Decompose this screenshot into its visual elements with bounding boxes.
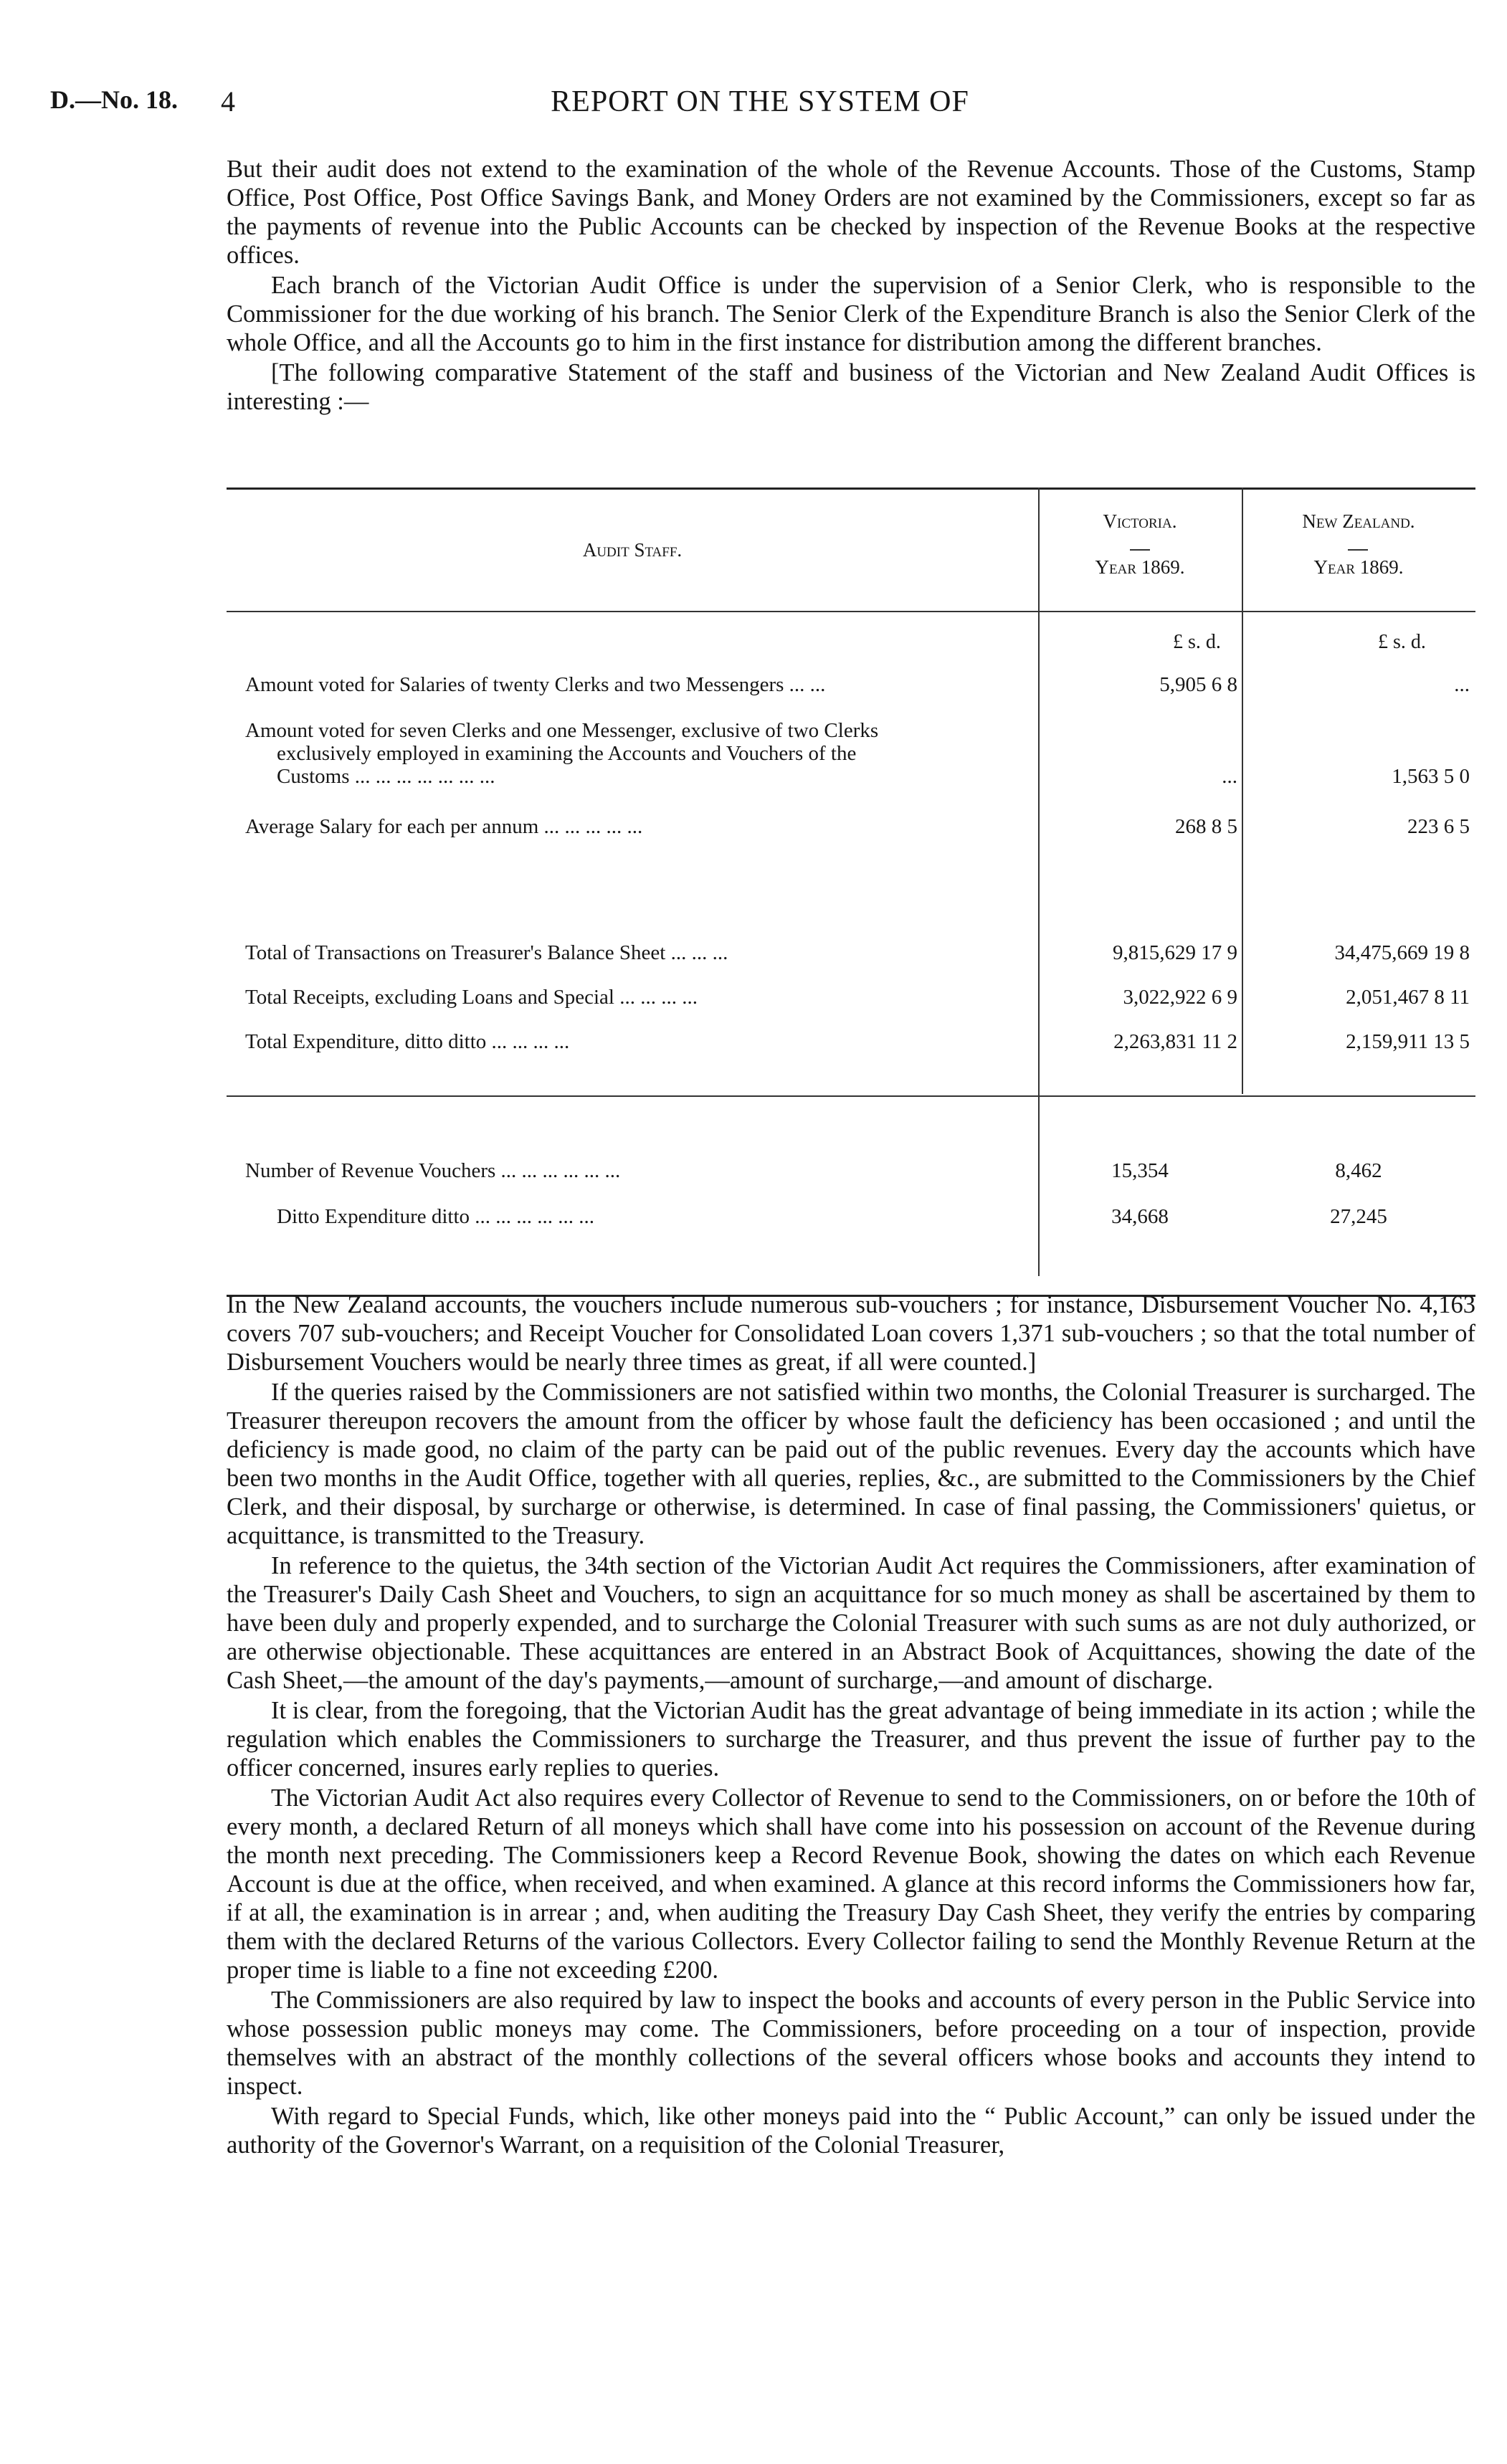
row-label: Total Receipts, excluding Loans and Special ... ... ... ... <box>245 986 698 1009</box>
paragraph: But their audit does not extend to the examination of the whole of the Revenue Accounts. Those of the Customs, Stamp Office, Post Office, Post Office Savings Bank, and Money Orders are not examined by the Commissioners, except so far as the payments of revenue into the Public Accounts can be checked by inspection of the Revenue Books at the respective offices. <box>227 156 1475 269</box>
body-text-top <box>227 155 1475 416</box>
table-section-rule <box>227 1095 1475 1097</box>
victoria-value: 5,905 6 8 <box>1159 673 1237 696</box>
row-label-continued: Customs ... ... ... ... ... ... ... <box>277 765 495 788</box>
victoria-value: 15,354 <box>1111 1159 1169 1182</box>
victoria-value: 268 8 5 <box>1175 815 1237 838</box>
row-label: Number of Revenue Vouchers ... ... ... ... ... ... <box>245 1159 621 1182</box>
new-zealand-value: 1,563 5 0 <box>1392 765 1470 788</box>
paragraph: Each branch of the Victorian Audit Office is under the supervision of a Senior Clerk, who is responsible to the Commissioner for the due working of his branch. The Senior Clerk of the Expenditure Branch is also the Senior Clerk of the whole Office, and all the Accounts go to him in the first instance for distribution among the different branches. <box>227 272 1475 356</box>
victoria-value: 9,815,629 17 9 <box>1113 941 1237 964</box>
row-label: Average Salary for each per annum ... ... ... ... ... <box>245 815 643 838</box>
row-label: Amount voted for Salaries of twenty Clerks and two Messengers ... ... <box>245 673 826 696</box>
unit-label-victoria: £ s. d. <box>1173 631 1221 653</box>
paragraph: The Commissioners are also required by law to inspect the books and accounts of every person in the Public Service into whose possession public moneys may come. The Commissioners, before proceeding on a tour of inspection, provide themselves with an abstract of the monthly collections of the several officers whose books and accounts they intend to inspect. <box>227 1987 1475 2100</box>
body-text-bottom <box>227 1290 1475 2159</box>
row-label: Ditto Expenditure ditto ... ... ... ... ... ... <box>277 1205 595 1228</box>
new-zealand-value: 2,051,467 8 11 <box>1346 986 1470 1009</box>
header-year-victoria: Year 1869. <box>1095 556 1185 578</box>
page-header <box>50 85 1470 128</box>
header-dash <box>1348 549 1368 551</box>
header-victoria: Victoria. <box>1103 510 1177 532</box>
paragraph: If the queries raised by the Commissioners are not satisfied within two months, the Colonial Treasurer is surcharged. The Treasurer thereupon recovers the amount from the officer by whose fault the deficiency has been occasioned ; and until the deficiency is made good, no claim of the party can be paid out of the public revenues. Every day the accounts which have been two months in the Audit Office, together with all queries, replies, &c., are submitted to the Commissioners by the Chief Clerk, and their disposal, by surcharge or otherwise, is determined. In case of final passing, the Commissioners' quietus, or acquittance, is transmitted to the Treasury. <box>227 1379 1475 1549</box>
victoria-value: 2,263,831 11 2 <box>1113 1030 1237 1053</box>
paragraph: It is clear, from the foregoing, that the Victorian Audit has the great advantage of being immediate in its action ; while the regulation which enables the Commissioners to surcharge the Treasurer, and thus prevent the issue of further pay to the officer concerned, insures early replies to queries. <box>227 1697 1475 1782</box>
new-zealand-value: 2,159,911 13 5 <box>1346 1030 1470 1053</box>
paragraph: In reference to the quietus, the 34th section of the Victorian Audit Act requires the Commissioners, after examination of the Treasurer's Daily Cash Sheet and Vouchers, to sign an acquittance for so much money as shall be ascertained by them to have been duly and properly expended, and to surcharge the Colonial Treasurer with such sums as are not duly authorized, or are otherwise objectionable. These acquittances are entered in an Abstract Book of Acquittances, showing the date of the Cash Sheet,—the amount of the day's payments,—amount of surcharge,—and amount of discharge. <box>227 1552 1475 1694</box>
row-label: Amount voted for seven Clerks and one Messenger, exclusive of two Clerks <box>245 719 879 742</box>
paragraph: With regard to Special Funds, which, like other moneys paid into the “ Public Account,” can only be issued under the authority of the Governor's Warrant, on a requisition of the Colonial Treasurer, <box>227 2103 1475 2159</box>
new-zealand-value: 34,475,669 19 8 <box>1334 941 1470 964</box>
header-new-zealand: New Zealand. <box>1302 510 1415 532</box>
row-label: Total Expenditure, ditto ditto ... ... ... ... <box>245 1030 570 1053</box>
new-zealand-value: ... <box>1454 673 1470 696</box>
victoria-value: ... <box>1222 765 1237 788</box>
page-number: 4 <box>221 85 235 118</box>
victoria-value: 3,022,922 6 9 <box>1123 986 1237 1009</box>
new-zealand-value: 27,245 <box>1330 1205 1387 1228</box>
victoria-value: 34,668 <box>1111 1205 1169 1228</box>
new-zealand-value: 8,462 <box>1335 1159 1382 1182</box>
table-top-rule <box>227 487 1475 490</box>
header-audit-staff: Audit Staff. <box>582 539 683 561</box>
column-divider <box>1038 487 1040 1276</box>
paragraph: In the New Zealand accounts, the vouchers include numerous sub-vouchers ; for instance, Disbursement Voucher No. 4,163 covers 707 sub-vouchers; and Receipt Voucher for Consolidated Loan covers 1,371 sub-vouchers ; so that the total number of Disbursement Vouchers would be nearly three times as great, if all were counted.] <box>227 1291 1475 1376</box>
paragraph: [The following comparative Statement of the staff and business of the Victorian and New Zealand Audit Offices is interesting :— <box>227 359 1475 415</box>
unit-label-new-zealand: £ s. d. <box>1378 631 1426 653</box>
header-dash <box>1130 549 1150 551</box>
document-reference: D.—No. 18. <box>50 85 178 114</box>
row-label: Total of Transactions on Treasurer's Balance Sheet ... ... ... <box>245 941 728 964</box>
new-zealand-value: 223 6 5 <box>1407 815 1470 838</box>
paragraph: The Victorian Audit Act also requires every Collector of Revenue to send to the Commissioners, on or before the 10th of every month, a declared Return of all moneys which shall have come into his possession on account of the Revenue during the month next preceding. The Commissioners keep a Record Revenue Book, showing the dates on which each Revenue Account is due at the office, when received, and when examined. A glance at this record informs the Commissioners how far, if at all, the examination is in arrear ; and, when auditing the Treasury Day Cash Sheet, they verify the entries by comparing them with the declared Returns of the various Collectors. Every Collector failing to send the Monthly Revenue Return at the proper time is liable to a fine not exceeding £200. <box>227 1784 1475 1984</box>
header-year-new-zealand: Year 1869. <box>1313 556 1404 578</box>
table-header-rule <box>227 611 1475 612</box>
row-label-continued: exclusively employed in examining the Accounts and Vouchers of the <box>277 742 857 765</box>
running-title: REPORT ON THE SYSTEM OF <box>551 85 969 118</box>
comparative-statement-table <box>227 487 1475 1276</box>
